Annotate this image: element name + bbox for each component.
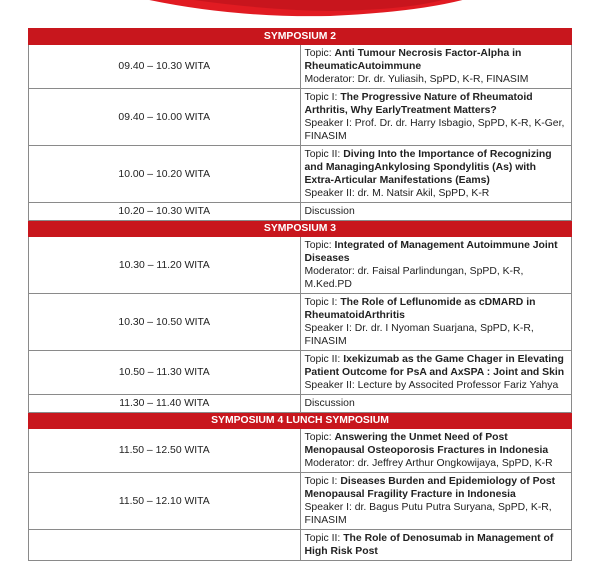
- session-topic-title: The Role of Denosumab in Management of High Risk Post: [304, 533, 554, 557]
- session-topic-title: The Role of Leflunomide as cDMARD in RheumatoidArthritis: [304, 297, 536, 321]
- session-details: [300, 530, 572, 561]
- detail-label: Speaker I: dr. Bagus Putu Putra Suryana, SpPD, K-R, FINASIM: [304, 502, 552, 526]
- symposium-header-row: [29, 413, 572, 429]
- session-detail-line: [305, 187, 568, 200]
- detail-label: Topic:: [304, 48, 335, 59]
- session-details: [300, 89, 572, 146]
- detail-label: Topic II:: [304, 533, 344, 544]
- session-detail-line: [305, 532, 568, 558]
- session-details: [300, 395, 572, 413]
- session-detail-line: [305, 205, 568, 218]
- session-detail-line: [305, 431, 568, 457]
- red-swoosh-graphic: [0, 0, 600, 22]
- detail-label: Topic II:: [304, 149, 344, 160]
- session-time: [29, 530, 301, 561]
- session-detail-line: [305, 353, 568, 379]
- session-detail-line: [305, 47, 568, 73]
- session-time: 10.50 – 11.30 WITA: [29, 351, 301, 395]
- session-time: 10.30 – 10.50 WITA: [29, 294, 301, 351]
- session-time: 11.30 – 11.40 WITA: [29, 395, 301, 413]
- detail-label: Topic I:: [304, 476, 341, 487]
- symposium-header-row: [29, 29, 572, 45]
- session-topic-title: Ixekizumab as the Game Chager in Elevating Patient Outcome for PsA and AxSPA : Joint and Skin: [304, 354, 565, 378]
- detail-label: Speaker I: Dr. dr. I Nyoman Suarjana, SpPD, K-R, FINASIM: [304, 323, 534, 347]
- detail-label: Topic I:: [304, 297, 341, 308]
- schedule-row: [29, 146, 572, 203]
- schedule-row: [29, 473, 572, 530]
- session-time: 09.40 – 10.00 WITA: [29, 89, 301, 146]
- session-time: 10.30 – 11.20 WITA: [29, 237, 301, 294]
- session-detail-line: [305, 322, 568, 348]
- schedule-row: [29, 203, 572, 221]
- session-details: [300, 473, 572, 530]
- session-detail-line: [305, 117, 568, 143]
- schedule-row: [29, 395, 572, 413]
- symposium-title: SYMPOSIUM 4 LUNCH SYMPOSIUM: [29, 413, 572, 429]
- session-details: [300, 294, 572, 351]
- session-detail-line: [305, 91, 568, 117]
- detail-label: Speaker II: Lecture by Associted Professor Fariz Yahya: [304, 380, 559, 391]
- session-time: 11.50 – 12.10 WITA: [29, 473, 301, 530]
- schedule-row: [29, 294, 572, 351]
- schedule-row: [29, 429, 572, 473]
- session-topic-title: Anti Tumour Necrosis Factor-Alpha in RheumaticAutoimmune: [304, 48, 522, 72]
- schedule-row: [29, 89, 572, 146]
- session-topic-title: Answering the Unmet Need of Post Menopausal Osteoporosis Fractures in Indonesia: [304, 432, 549, 456]
- detail-label: Moderator: dr. Faisal Parlindungan, SpPD, K-R, M.Ked.PD: [304, 266, 524, 290]
- symposium-schedule-table: [28, 28, 572, 561]
- session-detail-line: [305, 475, 568, 501]
- detail-label: Moderator: Dr. dr. Yuliasih, SpPD, K-R, FINASIM: [304, 74, 529, 85]
- detail-label: Discussion: [304, 206, 355, 217]
- session-details: [300, 45, 572, 89]
- session-details: [300, 351, 572, 395]
- session-details: [300, 203, 572, 221]
- detail-label: Moderator: dr. Jeffrey Arthur Ongkowijaya, SpPD, K-R: [304, 458, 553, 469]
- schedule-row: [29, 237, 572, 294]
- session-details: [300, 429, 572, 473]
- symposium-header-row: [29, 221, 572, 237]
- detail-label: Topic:: [304, 432, 335, 443]
- detail-label: Speaker II: dr. M. Natsir Akil, SpPD, K-R: [304, 188, 490, 199]
- schedule-row: [29, 530, 572, 561]
- session-detail-line: [305, 457, 568, 470]
- session-topic-title: Diseases Burden and Epidemiology of Post Menopausal Fragility Fracture in Indonesia: [304, 476, 556, 500]
- session-detail-line: [305, 379, 568, 392]
- session-detail-line: [305, 148, 568, 187]
- detail-label: Discussion: [304, 398, 355, 409]
- detail-label: Speaker I: Prof. Dr. dr. Harry Isbagio, SpPD, K-R, K-Ger, FINASIM: [304, 118, 565, 142]
- session-detail-line: [305, 296, 568, 322]
- symposium-title: SYMPOSIUM 3: [29, 221, 572, 237]
- session-detail-line: [305, 73, 568, 86]
- session-detail-line: [305, 239, 568, 265]
- session-time: 09.40 – 10.30 WITA: [29, 45, 301, 89]
- session-time: 10.00 – 10.20 WITA: [29, 146, 301, 203]
- session-detail-line: [305, 397, 568, 410]
- session-time: 10.20 – 10.30 WITA: [29, 203, 301, 221]
- session-detail-line: [305, 265, 568, 291]
- schedule-row: [29, 351, 572, 395]
- detail-label: Topic II:: [304, 354, 344, 365]
- session-topic-title: The Progressive Nature of Rheumatoid Arthritis, Why EarlyTreatment Matters?: [304, 92, 533, 116]
- header-decoration: [0, 0, 600, 30]
- session-detail-line: [305, 501, 568, 527]
- schedule-row: [29, 45, 572, 89]
- session-time: 11.50 – 12.50 WITA: [29, 429, 301, 473]
- detail-label: Topic:: [304, 240, 335, 251]
- session-details: [300, 237, 572, 294]
- session-topic-title: Diving Into the Importance of Recognizing and ManagingAnkylosing Spondylitis (As) with Extra-Articular Manifestations (Eams): [304, 149, 552, 186]
- symposium-title: SYMPOSIUM 2: [29, 29, 572, 45]
- session-topic-title: Integrated of Management Autoimmune Joint Diseases: [304, 240, 558, 264]
- session-details: [300, 146, 572, 203]
- detail-label: Topic I:: [304, 92, 341, 103]
